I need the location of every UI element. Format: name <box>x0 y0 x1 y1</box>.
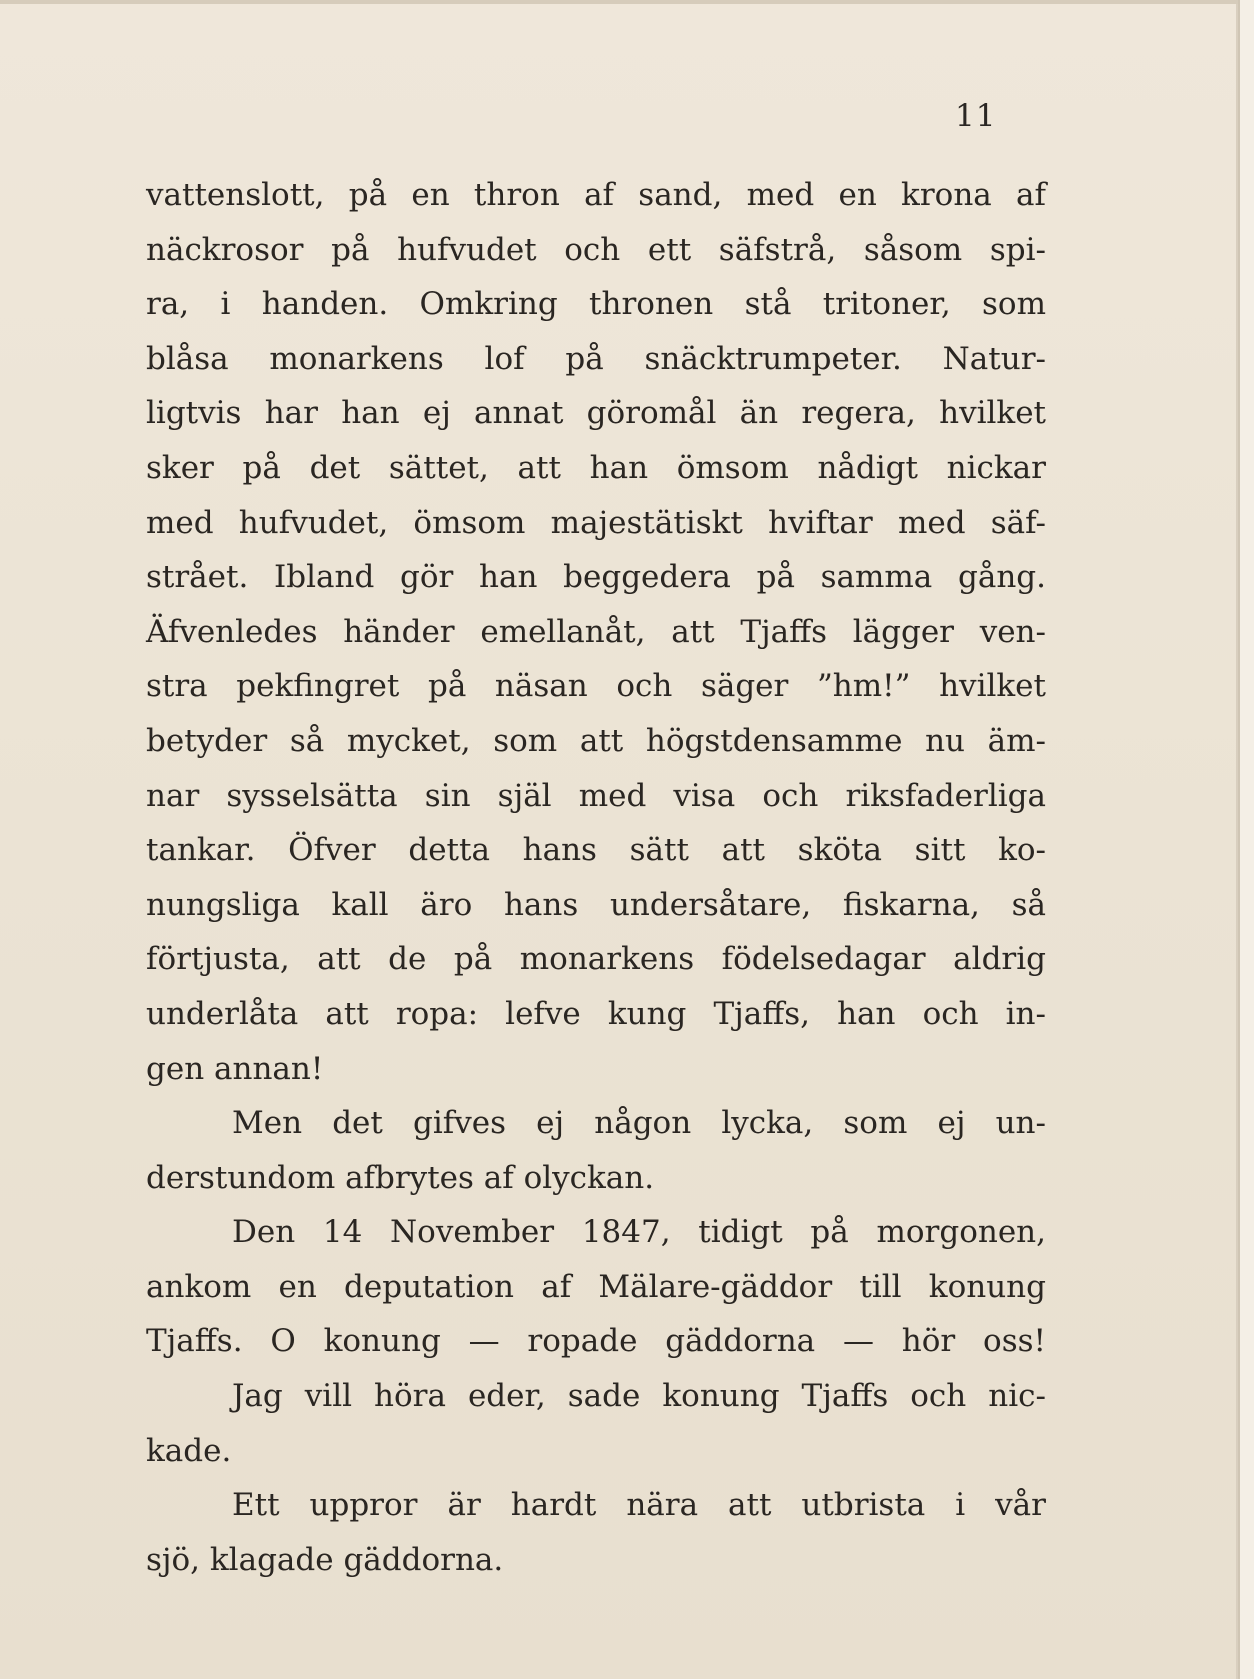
text-line: nar sysselsätta sin själ med visa och riksfaderliga <box>146 777 1046 814</box>
page-edge-strip <box>1238 0 1254 1679</box>
text-line: vattenslott, på en thron af sand, med en krona af <box>146 177 1046 213</box>
paragraph-start-line: Ett uppror är hardt nära att utbrista i vår <box>232 1487 1046 1524</box>
text-line: gen annan! <box>146 1050 324 1087</box>
text-line: kade. <box>146 1432 232 1469</box>
text-line: ligtvis har han ej annat göromål än regera, hvilket <box>146 395 1046 432</box>
page-number: 11 <box>955 98 997 134</box>
text-line: underlåta att ropa: lefve kung Tjaffs, han och in- <box>146 995 1046 1032</box>
text-line: stra pekfingret på näsan och säger ”hm!” hvilket <box>146 668 1046 705</box>
text-line: Tjaffs. O konung — ropade gäddorna — hör oss! <box>146 1323 1046 1360</box>
text-line: näckrosor på hufvudet och ett säfstrå, såsom spi- <box>146 231 1046 268</box>
paragraph-start-line: Men det gifves ej någon lycka, som ej un- <box>232 1105 1046 1142</box>
text-line: derstundom afbrytes af olyckan. <box>146 1159 655 1196</box>
text-line: ankom en deputation af Mälare-gäddor till konung <box>146 1268 1046 1305</box>
text-line: nungsliga kall äro hans undersåtare, fiskarna, så <box>146 886 1046 923</box>
text-line: ra, i handen. Omkring thronen stå tritoner, som <box>146 286 1046 323</box>
text-line: tankar. Öfver detta hans sätt att sköta sitt ko- <box>146 832 1046 869</box>
page-top-edge <box>0 0 1238 4</box>
text-line: förtjusta, att de på monarkens födelsedagar aldrig <box>146 941 1046 978</box>
text-line: sjö, klagade gäddorna. <box>146 1541 504 1578</box>
paragraph-start-line: Den 14 November 1847, tidigt på morgonen, <box>232 1214 1046 1251</box>
text-line: med hufvudet, ömsom majestätiskt hviftar med säf- <box>146 504 1046 541</box>
body-text <box>146 168 1046 1587</box>
text-line: strået. Ibland gör han beggedera på samma gång. <box>146 559 1046 596</box>
text-line: betyder så mycket, som att högstdensamme nu äm- <box>146 722 1046 759</box>
paragraph-start-line: Jag vill höra eder, sade konung Tjaffs och nic- <box>232 1378 1046 1415</box>
text-line: sker på det sättet, att han ömsom nådigt nickar <box>146 449 1046 486</box>
text-line: Äfvenledes händer emellanåt, att Tjaffs lägger ven- <box>146 613 1046 650</box>
text-line: blåsa monarkens lof på snäcktrumpeter. Natur- <box>146 340 1046 377</box>
